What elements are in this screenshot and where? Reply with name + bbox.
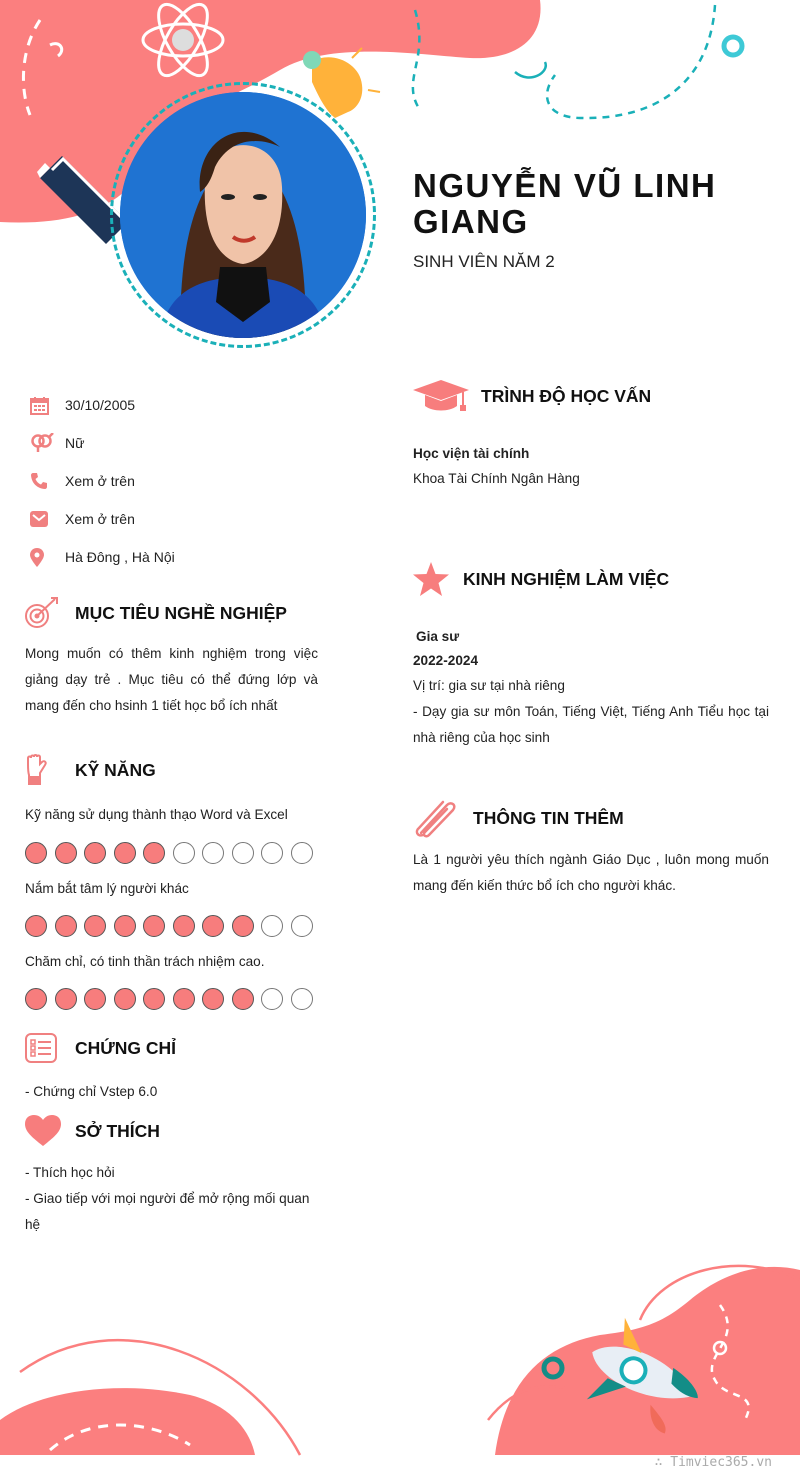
email-value[interactable]: Xem ở trên (65, 511, 135, 527)
experience-title: KINH NGHIỆM LÀM VIỆC (463, 568, 670, 589)
education-major: Khoa Tài Chính Ngân Hàng (413, 471, 580, 486)
hobby-item: - Thích học hỏi (25, 1165, 115, 1180)
rating-dot-filled (202, 915, 224, 937)
graduation-cap-icon (413, 378, 481, 414)
watermark: ∴ Timviec365.vn (654, 1455, 772, 1470)
rating-dot-filled (232, 988, 254, 1010)
contact-address (30, 538, 175, 576)
rating-dot-filled (25, 915, 47, 937)
skills-header (25, 754, 156, 786)
rating-dot-filled (55, 988, 77, 1010)
rating-dot-empty (261, 988, 283, 1010)
skill-rating (25, 988, 313, 1010)
objective-text: Mong muốn có thêm kinh nghiệm trong việc giảng dạy trẻ . Mục tiêu có thể đứng lớp và mang đến cho hsinh 1 tiết học bổ ích nhất (25, 646, 318, 713)
hobby-item: - Giao tiếp với mọi người để mở rộng mối quan hệ (25, 1191, 310, 1232)
rating-dot-filled (25, 842, 47, 864)
contact-list (30, 386, 175, 576)
hobbies-title: SỞ THÍCH (75, 1120, 160, 1141)
job-description: - Dạy gia sư môn Toán, Tiếng Việt, Tiếng Anh Tiểu học tại nhà riêng của học sinh (413, 704, 769, 745)
certificates-title: CHỨNG CHỈ (75, 1037, 177, 1058)
rating-dot-filled (202, 988, 224, 1010)
skills-title: KỸ NĂNG (75, 759, 156, 780)
contact-birthday (30, 386, 175, 424)
rating-dot-empty (261, 915, 283, 937)
rating-dot-empty (261, 842, 283, 864)
additional-text: Là 1 người yêu thích ngành Giáo Dục , luôn mong muốn mang đến kiến thức bổ ích cho người khác. (413, 852, 769, 893)
skill-label: Nắm bắt tâm lý người khác (25, 881, 189, 896)
rating-dot-empty (291, 915, 313, 937)
rating-dot-filled (84, 842, 106, 864)
rating-dot-empty (173, 842, 195, 864)
star-icon (413, 562, 463, 596)
skill-label: Kỹ năng sử dụng thành thạo Word và Excel (25, 807, 288, 822)
gender-value: Nữ (65, 435, 85, 451)
teal-ring (724, 37, 742, 55)
rating-dot-filled (114, 988, 136, 1010)
rating-dot-filled (232, 915, 254, 937)
checklist-icon (25, 1033, 75, 1063)
rating-dot-filled (173, 915, 195, 937)
rating-dot-filled (25, 988, 47, 1010)
additional-title: THÔNG TIN THÊM (473, 807, 624, 828)
phone-value[interactable]: Xem ở trên (65, 473, 135, 489)
rating-dot-filled (173, 988, 195, 1010)
hobbies-header (25, 1115, 160, 1147)
gender-icon (30, 432, 65, 454)
job-period: 2022-2024 (413, 653, 479, 668)
mail-icon (30, 508, 65, 530)
bottom-left-blob (0, 1388, 255, 1455)
heart-icon (25, 1115, 75, 1147)
candidate-name: NGUYỄN VŨ LINH GIANG (413, 167, 717, 240)
avatar (120, 92, 366, 338)
rating-dot-filled (84, 915, 106, 937)
rating-dot-empty (202, 842, 224, 864)
phone-icon (30, 470, 65, 492)
rating-dot-filled (114, 915, 136, 937)
rating-dot-filled (55, 915, 77, 937)
contact-gender (30, 424, 175, 462)
certificates-header (25, 1033, 176, 1063)
additional-header (413, 797, 624, 839)
candidate-title: SINH VIÊN NĂM 2 (413, 252, 555, 271)
experience-header (413, 562, 669, 596)
rating-dot-filled (84, 988, 106, 1010)
target-icon (25, 596, 75, 630)
skill-rating (25, 915, 313, 937)
calendar-icon (30, 394, 65, 416)
skill-rating (25, 842, 313, 864)
school-name: Học viện tài chính (413, 446, 530, 461)
education-title: TRÌNH ĐỘ HỌC VẤN (481, 385, 652, 406)
objective-header (25, 596, 287, 630)
rating-dot-filled (55, 842, 77, 864)
rating-dot-empty (291, 988, 313, 1010)
rating-dot-filled (143, 915, 165, 937)
hand-icon (25, 754, 75, 786)
avatar-frame (110, 82, 376, 348)
job-position: Vị trí: gia sư tại nhà riêng (413, 678, 565, 693)
objective-title: MỤC TIÊU NGHỀ NGHIỆP (75, 602, 287, 623)
education-header (413, 378, 651, 414)
rating-dot-filled (114, 842, 136, 864)
rating-dot-empty (232, 842, 254, 864)
contact-phone (30, 462, 175, 500)
location-icon (30, 546, 65, 568)
rating-dot-filled (143, 842, 165, 864)
contact-email (30, 500, 175, 538)
job-role: Gia sư (416, 629, 460, 644)
birthday-value: 30/10/2005 (65, 397, 136, 413)
rating-dot-filled (143, 988, 165, 1010)
rating-dot-empty (291, 842, 313, 864)
address-value: Hà Đông , Hà Nội (65, 549, 175, 565)
certificate-item: - Chứng chỉ Vstep 6.0 (25, 1084, 158, 1099)
skill-label: Chăm chỉ, có tinh thần trách nhiệm cao. (25, 954, 265, 969)
paperclip-icon (413, 797, 473, 839)
portrait-image (120, 92, 366, 338)
